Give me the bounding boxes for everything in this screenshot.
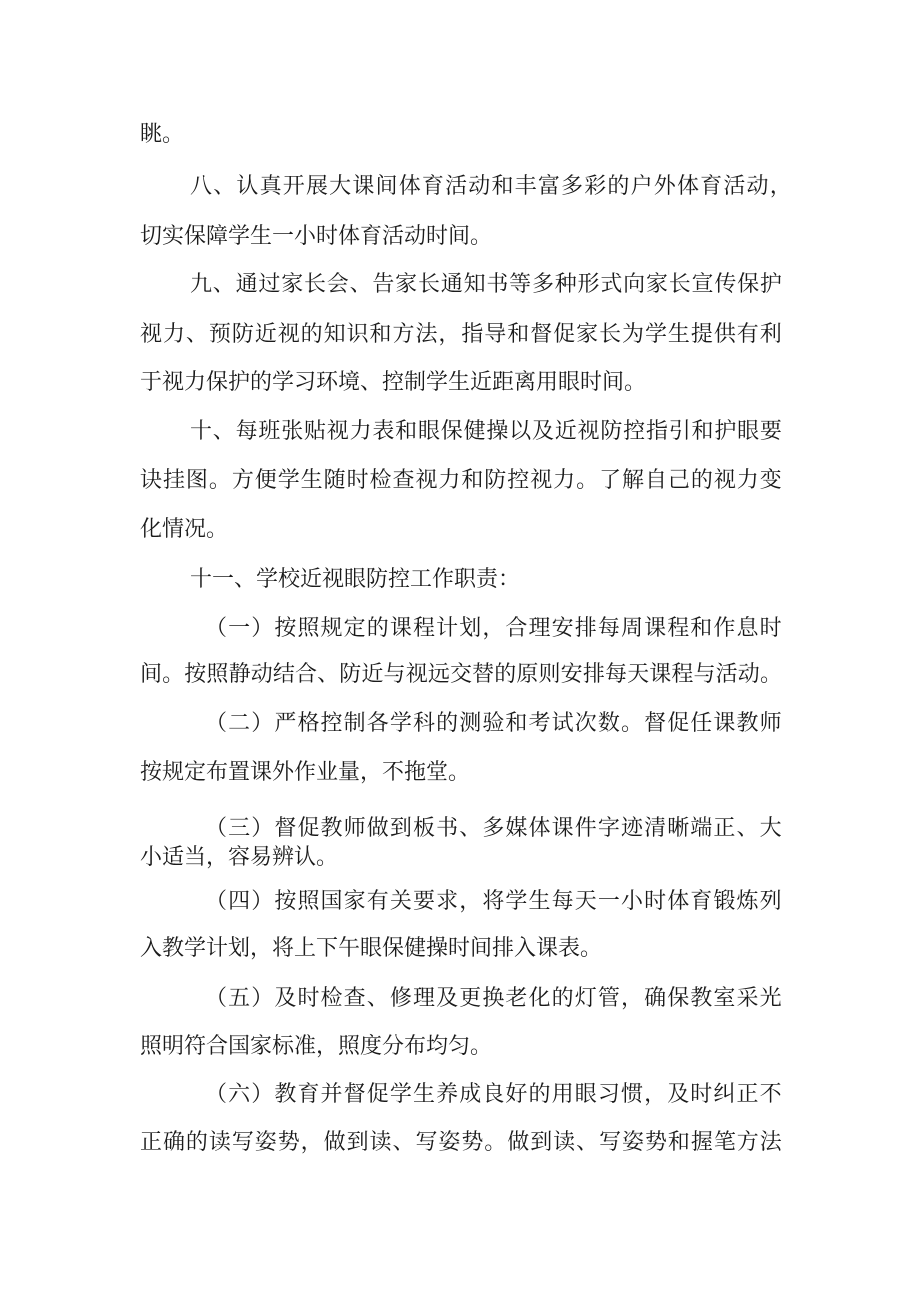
paragraph-9-line-1: 九 、 通 过 家 长 会 、 告 家 长 通 知 书 等 多 种 形 式 向 家 长 宣 传 保 护 — [190, 272, 782, 297]
item-5-line-1: （ 五 ） 及 时 检 查 、 修 理 及 更 换 老 化 的 灯 管 ， 确 保 教 室 采 光 — [205, 986, 782, 1011]
paragraph-8-line-2: 切实保障学生一小时体育活动时间。 — [140, 224, 493, 249]
paragraph-10-line-1: 十 、 每 班 张 贴 视 力 表 和 眼 保 健 操 以 及 近 视 防 控 指 引 和 护 眼 要 — [190, 419, 782, 444]
item-4-line-1: （ 四 ） 按 照 国 家 有 关 要 求 ， 将 学 生 每 天 一 小 时 体 育 锻 炼 列 — [205, 889, 782, 914]
text-line: 眺。 — [140, 122, 185, 147]
item-4-line-2: 入教学计划，将上下午眼保健操时间排入课表。 — [140, 936, 603, 961]
item-3-line-1: （ 三 ） 督 促 教 师 做 到 板 书 、 多 媒 体 课 件 字 迹 清 晰 端 正 、 大 — [205, 816, 782, 841]
item-3-line-2: 小适当，容易辨认。 — [140, 845, 339, 870]
item-5-line-2: 照明符合国家标准，照度分布均匀。 — [140, 1034, 493, 1059]
paragraph-8-line-1: 八 、 认 真 开 展 大 课 间 体 育 活 动 和 丰 富 多 彩 的 户 外 体 育 活 动 ， — [190, 174, 792, 199]
item-6-line-1: （ 六 ） 教 育 并 督 促 学 生 养 成 良 好 的 用 眼 习 惯 ， 及 时 纠 正 不 — [205, 1082, 782, 1107]
item-1-line-1: （ 一 ） 按 照 规 定 的 课 程 计 划 ， 合 理 安 排 每 周 课 程 和 作 息 时 — [205, 616, 782, 641]
paragraph-9-line-2: 视 力 、 预 防 近 视 的 知 识 和 方 法 ， 指 导 和 督 促 家 长 为 学 生 提 供 有 利 — [140, 322, 782, 347]
paragraph-9-line-3: 于视力保护的学习环境、控制学生近距离用眼时间。 — [140, 370, 647, 395]
item-6-line-2: 正 确 的 读 写 姿 势 ， 做 到 读 、 写 姿 势 。 做 到 读 、 写 姿 势 和 握 笔 方 法 — [140, 1130, 782, 1155]
item-2-line-2: 按规定布置课外作业量，不拖堂。 — [140, 760, 471, 785]
paragraph-10-line-2: 诀 挂 图 。 方 便 学 生 随 时 检 查 视 力 和 防 控 视 力 。 了 解 自 己 的 视 力 变 — [140, 468, 782, 493]
item-1-line-2: 间 。 按 照 静 动 结 合 、 防 近 与 视 远 交 替 的 原 则 安 排 每 天 课 程 与 活 动 。 — [140, 662, 782, 687]
paragraph-10-line-3: 化情况。 — [140, 517, 229, 542]
section-11-heading: 十一、学校近视眼防控工作职责： — [190, 567, 521, 592]
item-2-line-1: （ 二 ） 严 格 控 制 各 学 科 的 测 验 和 考 试 次 数 。 督 促 任 课 教 师 — [205, 711, 782, 736]
